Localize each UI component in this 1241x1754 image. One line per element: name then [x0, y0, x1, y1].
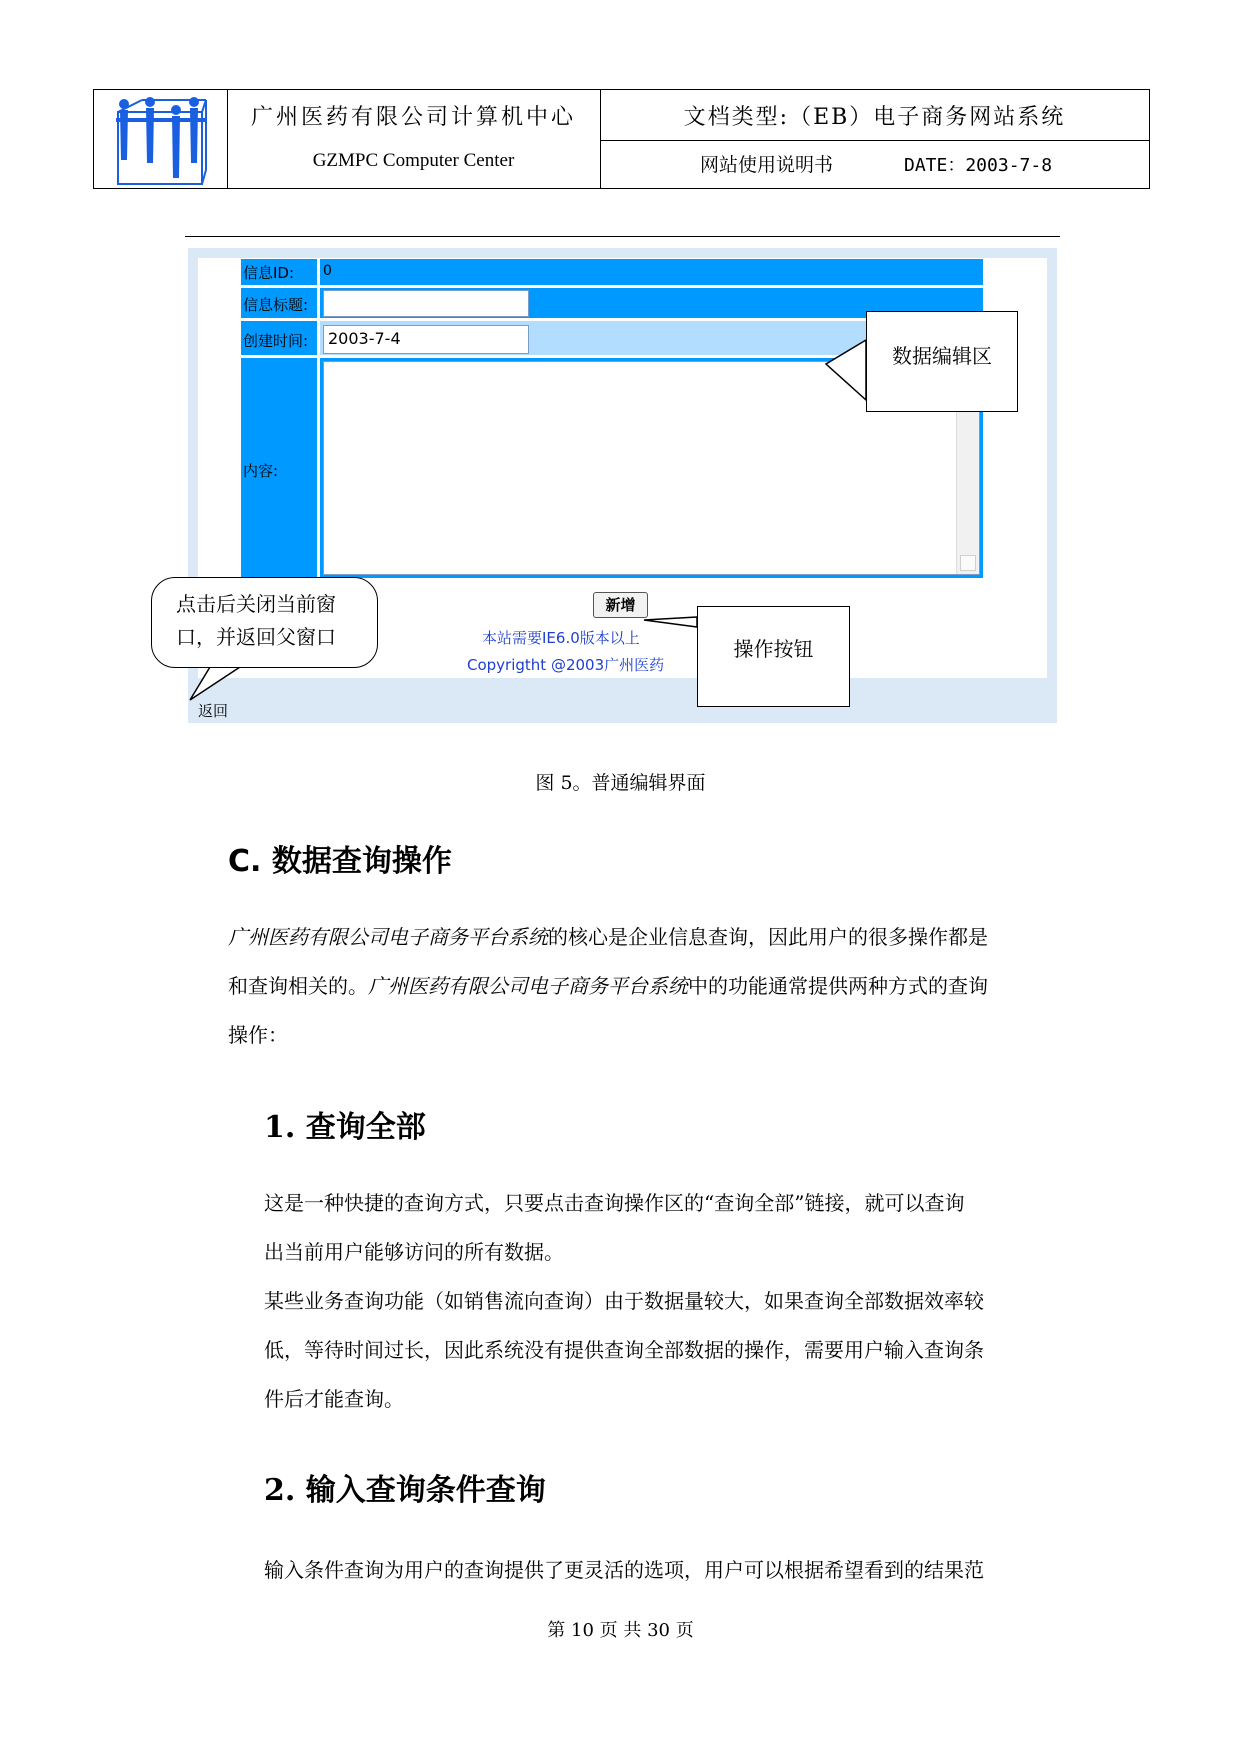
doc-type: 文档类型:（EB）电子商务网站系统 [683, 105, 1066, 130]
sub2-heading: 2. 输入查询条件查询 [264, 1473, 546, 1508]
para-line: 出当前用户能够访问的所有数据。 [264, 1240, 564, 1264]
para-text: 和查询相关的。 [228, 974, 368, 998]
para-line: 件后才能查询。 [264, 1387, 404, 1411]
ie-requirement-note: 本站需要IE6.0版本以上 [482, 629, 640, 647]
para-line: 操作： [228, 1023, 288, 1047]
manual-title: 网站使用说明书 [700, 154, 834, 176]
doc-date: DATE：2003-7-8 [904, 155, 1053, 176]
label-create-time: 创建时间: [243, 332, 309, 350]
figure-caption: 图 5。普通编辑界面 [535, 772, 706, 794]
label-content: 内容: [243, 462, 279, 480]
para-line: 某些业务查询功能（如销售流向查询）由于数据量较大，如果查询全部数据效率较 [264, 1289, 984, 1313]
para-line [228, 962, 988, 1011]
sub1-paragraph [264, 1179, 984, 1424]
para-line: 这是一种快捷的查询方式，只要点击查询操作区的“查询全部”链接，就可以查询 [264, 1191, 965, 1215]
info-id-value: 0 [323, 263, 332, 279]
para-line [228, 913, 988, 962]
buttons-callout-tail [644, 617, 697, 627]
section-c-paragraph [228, 913, 988, 1060]
para-text: 的核心是企业信息查询，因此用户的很多操作都是 [548, 925, 988, 949]
copyright-note: Copyrigtht @2003广州医药 [467, 656, 665, 674]
back-link[interactable]: 返回 [198, 702, 229, 720]
page-footer: 第 10 页 共 30 页 [547, 1620, 694, 1641]
system-name: 广州医药有限公司电子商务平台系统 [228, 925, 548, 949]
company-name-cn: 广州医药有限公司计算机中心 [250, 105, 576, 130]
add-button[interactable]: 新增 [593, 592, 648, 618]
para-line: 输入条件查询为用户的查询提供了更灵活的选项，用户可以根据希望看到的结果范 [264, 1558, 984, 1582]
section-c-heading: C. 数据查询操作 [228, 844, 452, 879]
edit-area-callout: 数据编辑区 [866, 311, 1018, 412]
system-name: 广州医药有限公司电子商务平台系统 [368, 974, 688, 998]
edit-callout-tail [826, 340, 866, 400]
company-name-en: GZMPC Computer Center [312, 150, 515, 171]
sub1-heading: 1. 查询全部 [264, 1110, 426, 1145]
label-info-title: 信息标题: [243, 296, 309, 314]
para-text: 中的功能通常提供两种方式的查询 [688, 974, 988, 998]
sub2-paragraph [264, 1546, 984, 1595]
close-callout-tail [190, 667, 240, 700]
create-time-input[interactable]: 2003-7-4 [323, 325, 529, 354]
buttons-callout: 操作按钮 [697, 606, 850, 707]
close-window-callout: 点击后关闭当前窗口，并返回父窗口 [151, 577, 378, 668]
label-info-id: 信息ID: [243, 264, 295, 282]
para-line: 低，等待时间过长，因此系统没有提供查询全部数据的操作，需要用户输入查询条 [264, 1338, 984, 1362]
